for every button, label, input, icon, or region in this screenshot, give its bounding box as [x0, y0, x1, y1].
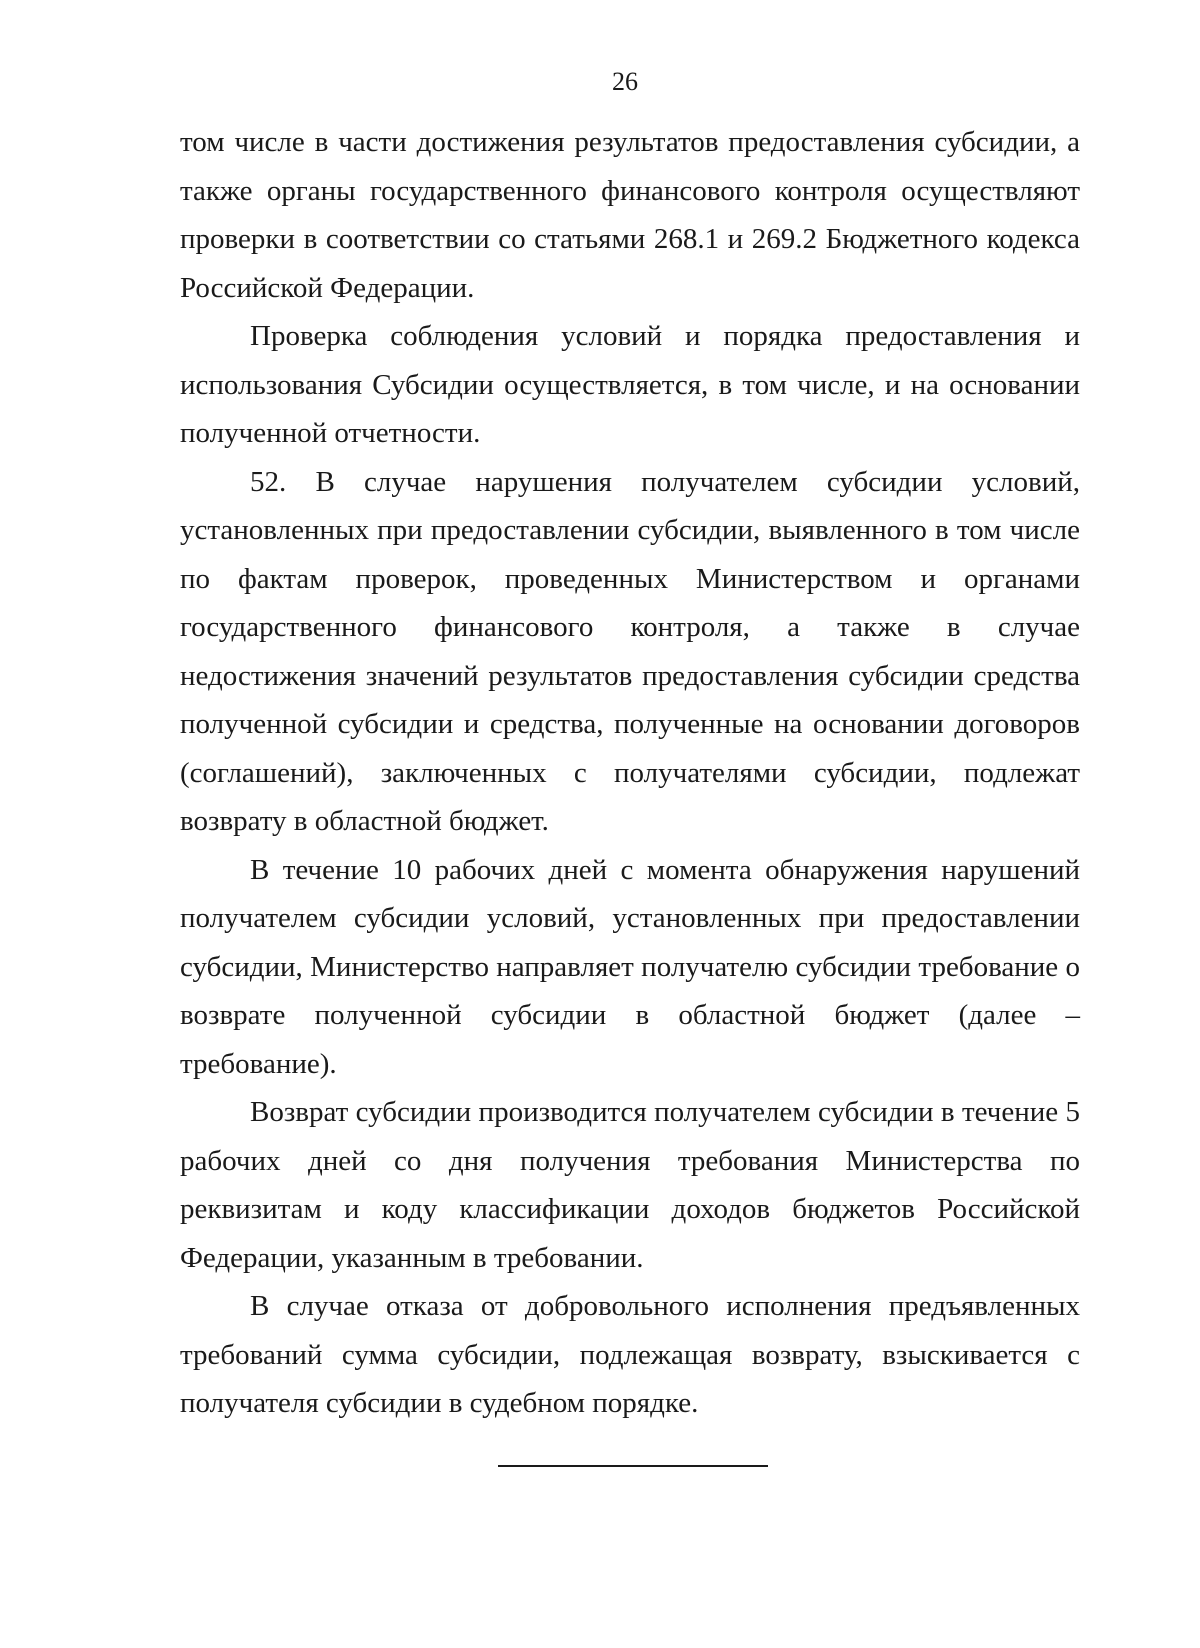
paragraph-refund-terms: Возврат субсидии производится получателем субсидии в течение 5 рабочих дней со дня получения требования Министерства по реквизитам и коду классификации доходов бюджетов Российской Федерации, указанным в требовании.	[180, 1096, 1080, 1274]
paragraph-court-recovery: В случае отказа от добровольного исполнения предъявленных требований сумма субсидии, подлежащая возврату, взыскивается с получателя субсидии в судебном порядке.	[180, 1290, 1080, 1419]
paragraph-item-52: 52. В случае нарушения получателем субсидии условий, установленных при предоставлении субсидии, выявленного в том числе по фактам проверок, проведенных Министерством и органами государственного финансового контроля, а также в случае недостижения значений результатов предоставления субсидии средства полученной субсидии и средства, полученные на основании договоров (соглашений), заключенных с получателями субсидии, подлежат возврату в областной бюджет.	[180, 465, 1080, 837]
paragraph-inspection: Проверка соблюдения условий и порядка предоставления и использования Субсидии осуществляется, в том числе, и на основании полученной отчетности.	[180, 320, 1080, 449]
document-body	[180, 118, 1080, 1428]
paragraph-continuation: том числе в части достижения результатов предоставления субсидии, а также органы государственного финансового контроля осуществляют проверки в соответствии со статьями 268.1 и 269.2 Бюджетного кодекса Российской Федерации.	[180, 126, 1080, 304]
page-number: 26	[612, 67, 638, 96]
end-of-document-rule	[498, 1465, 768, 1467]
paragraph-demand-deadline: В течение 10 рабочих дней с момента обнаружения нарушений получателем субсидии условий, установленных при предоставлении субсидии, Министерство направляет получателю субсидии требование о возврате полученной субсидии в областной бюджет (далее – требование).	[180, 853, 1080, 1080]
